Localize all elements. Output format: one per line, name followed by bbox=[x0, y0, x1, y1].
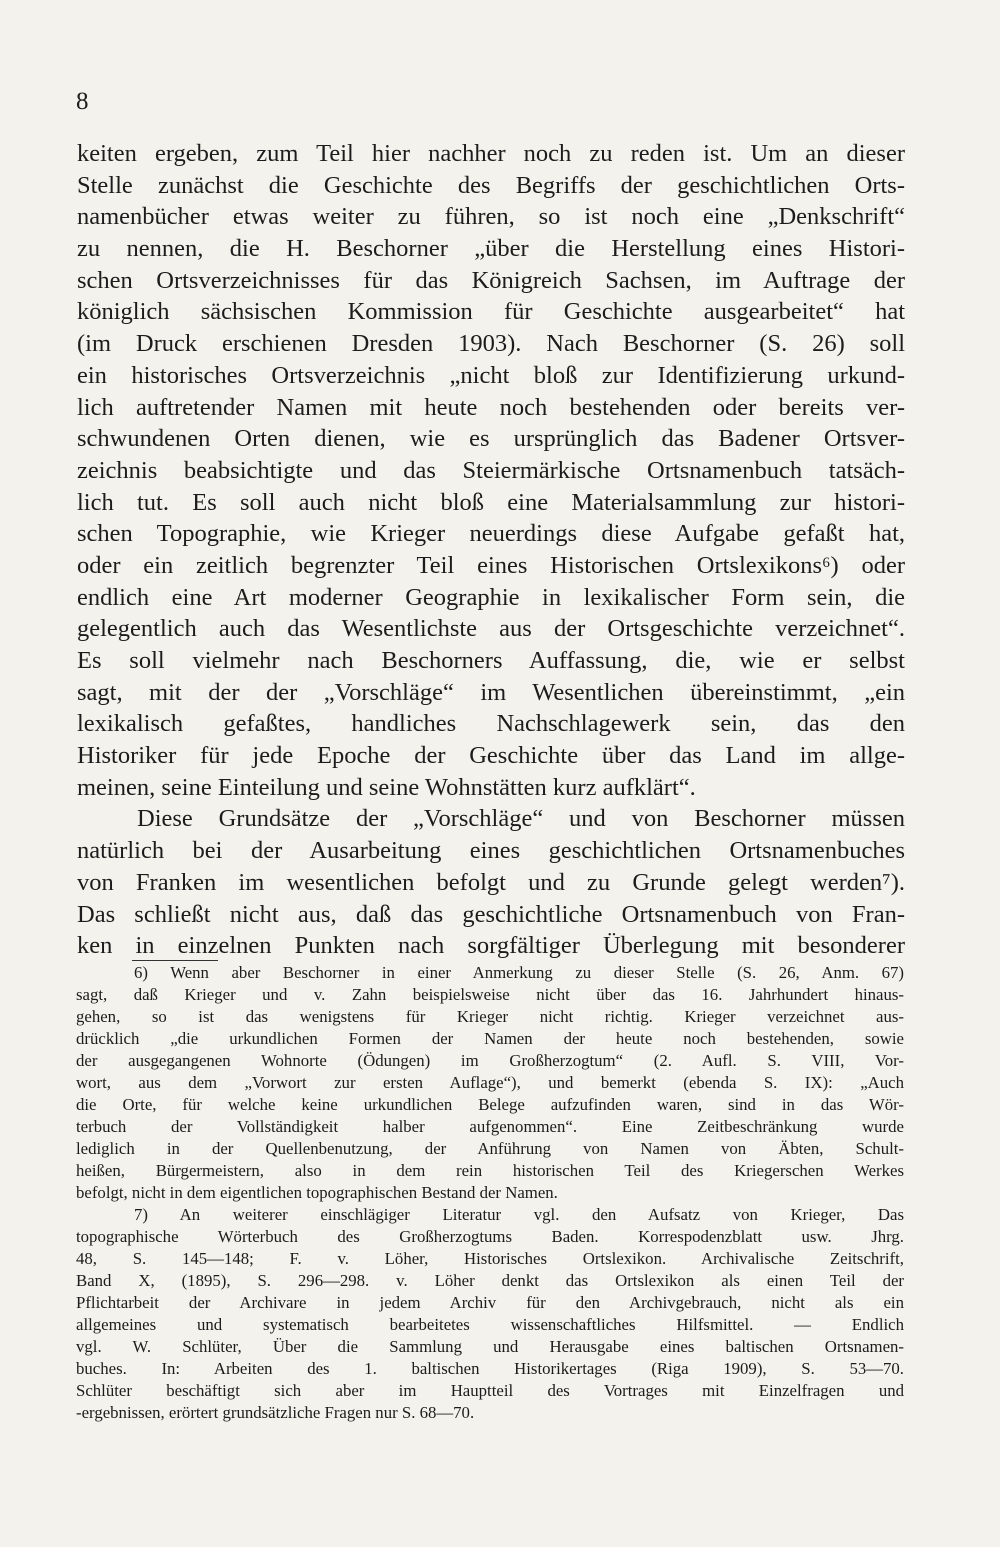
body-line: namenbücher etwas weiter zu führen, so ist noch eine „Denkschrift“ bbox=[77, 203, 905, 231]
footnote-line: drücklich „die urkundlichen Formen der Namen der heute noch bestehenden, sowie bbox=[76, 1029, 904, 1048]
footnote-line: topographische Wörterbuch des Großherzogtums Baden. Korrespodenzblatt usw. Jhrg. bbox=[76, 1227, 904, 1246]
body-line: schen Topographie, wie Krieger neuerdings diese Aufgabe gefaßt hat, bbox=[77, 520, 905, 548]
footnote-line: 6) Wenn aber Beschorner in einer Anmerkung zu dieser Stelle (S. 26, Anm. 67) bbox=[134, 963, 904, 982]
footnote-line: -ergebnissen, erörtert grundsätzliche Fragen nur S. 68—70. bbox=[76, 1403, 475, 1422]
body-line: (im Druck erschienen Dresden 1903). Nach Beschorner (S. 26) soll bbox=[77, 330, 905, 358]
footnote-line: befolgt, nicht in dem eigentlichen topographischen Bestand der Namen. bbox=[76, 1183, 558, 1202]
body-line: zu nennen, die H. Beschorner „über die Herstellung eines Histori- bbox=[77, 235, 905, 263]
footnote-separator bbox=[132, 960, 218, 961]
body-line: lich tut. Es soll auch nicht bloß eine Materialsammlung zur histori- bbox=[77, 488, 905, 516]
body-line: Historiker für jede Epoche der Geschichte über das Land im allge- bbox=[77, 742, 905, 770]
footnote-line: terbuch der Vollständigkeit halber aufgenommen“. Eine Zeitbeschränkung wurde bbox=[76, 1117, 904, 1136]
body-line: Das schließt nicht aus, daß das geschichtliche Ortsnamenbuch von Fran- bbox=[77, 900, 905, 928]
body-line: Diese Grundsätze der „Vorschläge“ und von Beschorner müssen bbox=[137, 805, 905, 833]
footnote-line: Band X, (1895), S. 296—298. v. Löher denkt das Ortslexikon als einen Teil der bbox=[76, 1271, 904, 1290]
body-line: ein historisches Ortsverzeichnis „nicht bloß zur Identifizierung urkund- bbox=[77, 361, 905, 389]
page-number: 8 bbox=[76, 88, 89, 115]
body-line: lich auftretender Namen mit heute noch bestehenden oder bereits ver- bbox=[77, 393, 905, 421]
footnote-line: gehen, so ist das wenigstens für Krieger nicht richtig. Krieger verzeichnet aus- bbox=[76, 1007, 904, 1026]
body-line: sagt, mit der der „Vorschläge“ im Wesentlichen übereinstimmt, „ein bbox=[77, 678, 905, 706]
footnote-line: der ausgegangenen Wohnorte (Ödungen) im Großherzogtum“ (2. Aufl. S. VIII, Vor- bbox=[76, 1051, 904, 1070]
body-line: meinen, seine Einteilung und seine Wohnstätten kurz aufklärt“. bbox=[77, 773, 696, 801]
footnote-line: wort, aus dem „Vorwort zur ersten Auflage“), und bemerkt (ebenda S. IX): „Auch bbox=[76, 1073, 904, 1092]
body-line: Stelle zunächst die Geschichte des Begriffs der geschichtlichen Orts- bbox=[77, 171, 905, 199]
body-line: natürlich bei der Ausarbeitung eines geschichtlichen Ortsnamenbuches bbox=[77, 837, 905, 865]
body-line: schen Ortsverzeichnisses für das Königreich Sachsen, im Auftrage der bbox=[77, 266, 905, 294]
footnote-line: 7) An weiterer einschlägiger Literatur vgl. den Aufsatz von Krieger, Das bbox=[134, 1205, 904, 1224]
body-line: Es soll vielmehr nach Beschorners Auffassung, die, wie er selbst bbox=[77, 647, 905, 674]
footnotes bbox=[76, 962, 904, 1424]
footnote-line: heißen, Bürgermeistern, also in dem rein historischen Teil des Kriegerschen Werkes bbox=[76, 1161, 904, 1180]
body-line: zeichnis beabsichtigte und das Steiermärkische Ortsnamenbuch tatsäch- bbox=[77, 456, 905, 484]
body-line: von Franken im wesentlichen befolgt und zu Grunde gelegt werden⁷). bbox=[77, 868, 905, 896]
footnote-line: allgemeines und systematisch bearbeitetes wissenschaftliches Hilfsmittel. — Endlich bbox=[76, 1315, 904, 1334]
footnote-line: Schlüter beschäftigt sich aber im Hauptteil des Vortrages mit Einzelfragen und bbox=[76, 1381, 904, 1400]
body-line: keiten ergeben, zum Teil hier nachher noch zu reden ist. Um an dieser bbox=[77, 140, 905, 167]
footnote-line: buches. In: Arbeiten des 1. baltischen Historikertages (Riga 1909), S. 53—70. bbox=[76, 1359, 904, 1378]
body-line: ken in einzelnen Punkten nach sorgfältiger Überlegung mit besonderer bbox=[77, 932, 905, 960]
body-line: königlich sächsischen Kommission für Geschichte ausgearbeitet“ hat bbox=[77, 298, 905, 326]
body-text bbox=[77, 138, 905, 962]
body-line: schwundenen Orten dienen, wie es ursprünglich das Badener Ortsver- bbox=[77, 425, 905, 453]
footnote-line: Pflichtarbeit der Archivare in jedem Archiv für den Archivgebrauch, nicht als ein bbox=[76, 1293, 904, 1312]
footnote-line: lediglich in der Quellenbenutzung, der Anführung von Namen von Äbten, Schult- bbox=[76, 1139, 904, 1158]
body-line: gelegentlich auch das Wesentlichste aus der Ortsgeschichte verzeichnet“. bbox=[77, 615, 905, 643]
body-line: oder ein zeitlich begrenzter Teil eines Historischen Ortslexikons⁶) oder bbox=[77, 551, 905, 579]
footnote-line: sagt, daß Krieger und v. Zahn beispielsweise nicht über das 16. Jahrhundert hinaus- bbox=[76, 985, 904, 1004]
footnote-line: die Orte, für welche keine urkundlichen Belege aufzufinden waren, sind in das Wör- bbox=[76, 1095, 904, 1114]
body-line: endlich eine Art moderner Geographie in lexikalischer Form sein, die bbox=[77, 583, 905, 611]
body-line: lexikalisch gefaßtes, handliches Nachschlagewerk sein, das den bbox=[77, 710, 905, 738]
footnote-line: 48, S. 145—148; F. v. Löher, Historisches Ortslexikon. Archivalische Zeitschrift, bbox=[76, 1249, 904, 1268]
footnote-line: vgl. W. Schlüter, Über die Sammlung und Herausgabe eines baltischen Ortsnamen- bbox=[76, 1337, 904, 1356]
